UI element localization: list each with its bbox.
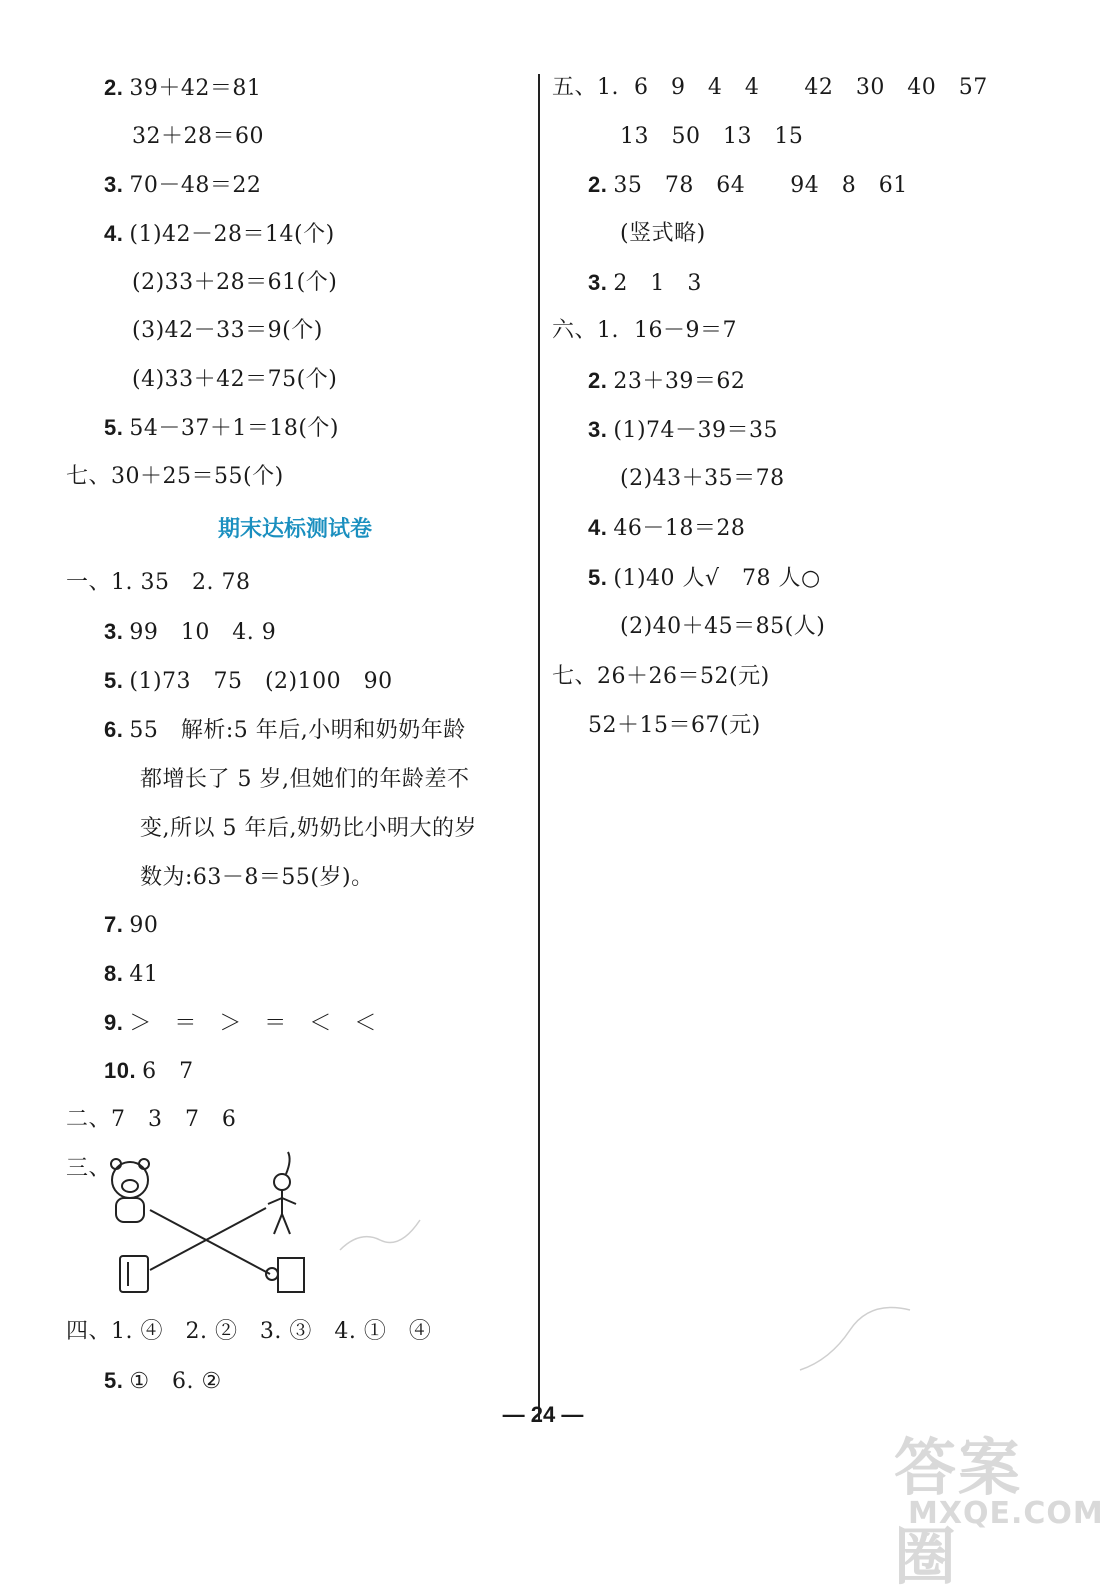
answer-line: 二、7 3 7 6 — [66, 1107, 237, 1132]
answer-line: (竖式略) — [620, 221, 706, 246]
answer-line: 三、 — [66, 1156, 112, 1181]
answer-line: (3)42－33＝9(个) — [132, 318, 323, 343]
answer-line: 32＋28＝60 — [132, 124, 264, 149]
answer-line: 变,所以 5 年后,奶奶比小明大的岁 — [140, 816, 477, 841]
pencil-scribble — [330, 1210, 450, 1270]
answer-line: 5. ① 6. ② — [104, 1368, 222, 1394]
answer-line: 2. 35 78 64 94 8 61 — [588, 172, 908, 198]
answer-line: 2. 39＋42＝81 — [104, 75, 262, 101]
matching-lines — [150, 1208, 270, 1274]
cup-icon — [120, 1256, 148, 1292]
section-heading: 期末达标测试卷 — [218, 517, 373, 542]
answer-line: 六、1. 16－9＝7 — [552, 318, 737, 343]
answer-line: 4. (1)42－28＝14(个) — [104, 221, 335, 247]
answer-line: 3. (1)74－39＝35 — [588, 417, 779, 443]
answer-line: (4)33＋42＝75(个) — [132, 367, 338, 392]
answer-line: 数为:63－8＝55(岁)。 — [140, 865, 374, 890]
answer-line: 七、30＋25＝55(个) — [66, 464, 284, 489]
matching-illustration — [100, 1150, 340, 1310]
answer-line: 6. 55 解析:5 年后,小明和奶奶年龄 — [104, 717, 466, 743]
answer-line: 5. (1)73 75 (2)100 90 — [104, 668, 393, 694]
answer-line: 3. 70－48＝22 — [104, 172, 262, 198]
answer-line: 10. 6 7 — [104, 1058, 194, 1084]
answer-line: 七、26＋26＝52(元) — [552, 664, 770, 689]
answer-line: (2)40＋45＝85(人) — [620, 614, 826, 639]
pencil-scribble — [790, 1300, 920, 1390]
answer-line: (2)33＋28＝61(个) — [132, 270, 338, 295]
page-number: — 24 — — [502, 1402, 584, 1427]
answer-line: 5. (1)40 人√ 78 人○ — [588, 565, 821, 591]
answer-line: 7. 90 — [104, 912, 159, 938]
answer-line: 13 50 13 15 — [620, 124, 804, 149]
answer-line: 3. 2 1 3 — [588, 270, 702, 296]
answer-line: 3. 99 10 4. 9 — [104, 619, 277, 645]
watermark-url: MXQE.COM — [908, 1496, 1104, 1531]
answer-line: 52＋15＝67(元) — [588, 713, 761, 738]
answer-line: 都增长了 5 岁,但她们的年龄差不 — [140, 767, 470, 792]
child-figure-icon — [268, 1152, 296, 1234]
answer-line: 一、1. 35 2. 78 — [66, 570, 251, 595]
answer-line: 2. 23＋39＝62 — [588, 368, 746, 394]
pig-icon — [111, 1159, 149, 1222]
answer-line: (2)43＋35＝78 — [620, 466, 785, 491]
watermark-logo-text: 答案圈 — [894, 1431, 1023, 1593]
answer-line: 5. 54－37＋1＝18(个) — [104, 415, 340, 441]
answer-line: 五、1. 6 9 4 4 42 30 40 57 — [552, 75, 988, 100]
answer-line: 9. ＞ ＝ ＞ ＝ ＜ ＜ — [104, 1010, 377, 1036]
answer-line: 8. 41 — [104, 961, 159, 987]
site-watermark — [880, 1418, 1104, 1593]
answer-line: 4. 46－18＝28 — [588, 515, 746, 541]
mug-icon — [266, 1258, 304, 1292]
column-divider — [538, 74, 540, 1422]
answer-line: 四、1. ④ 2. ② 3. ③ 4. ① ④ — [66, 1319, 432, 1344]
